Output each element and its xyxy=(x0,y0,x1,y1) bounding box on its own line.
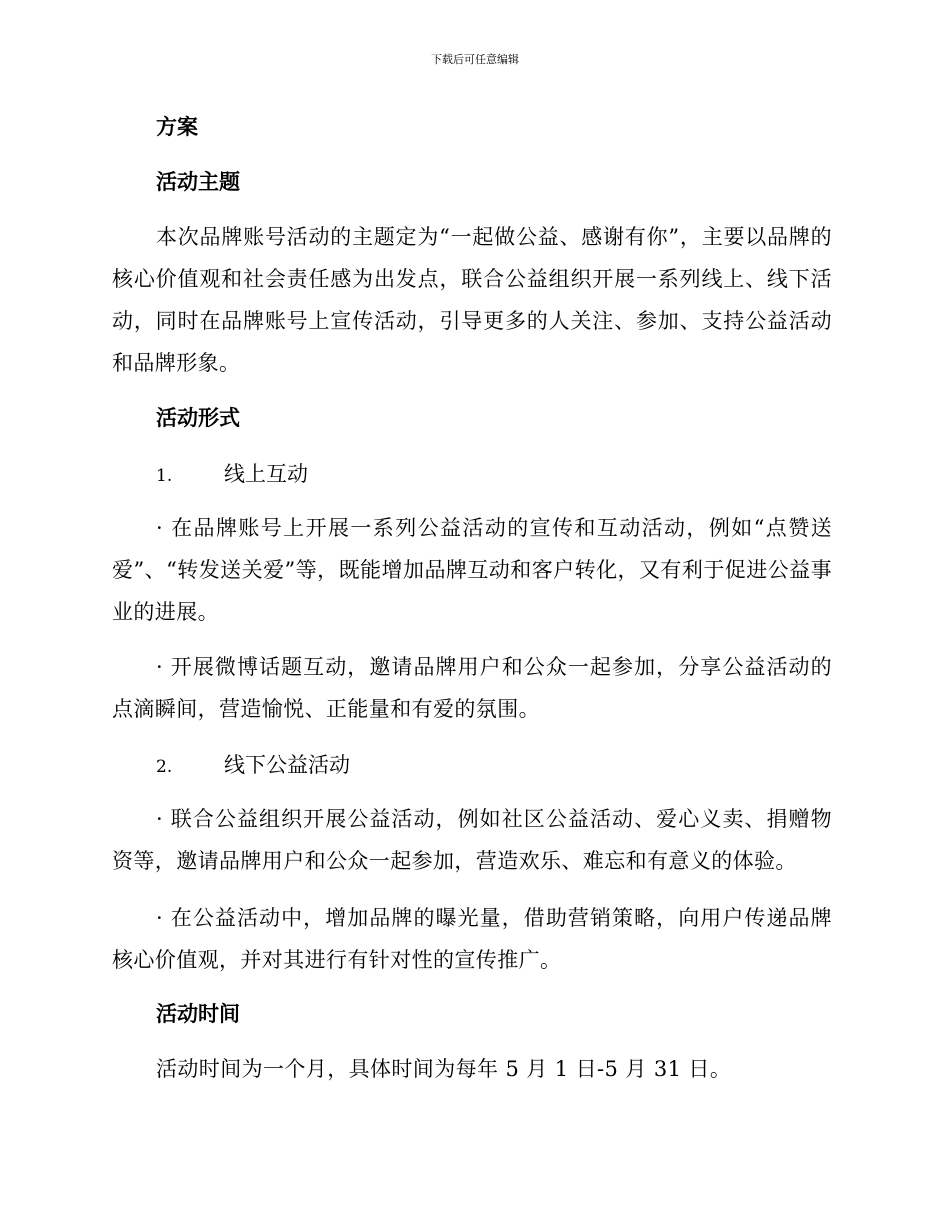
list-item-online xyxy=(156,460,308,490)
section-heading-time: 活动时间 xyxy=(156,1001,240,1026)
list-item-label: 线下公益活动 xyxy=(224,753,350,777)
theme-paragraph: 本次品牌账号活动的主题定为“一起做公益、感谢有你”，主要以品牌的核心价值观和社会责任感为出发点，联合公益组织开展一系列线上、线下活动，同时在品牌账号上宣传活动，引导更多的人关注、参加、支持公益活动和品牌形象。 xyxy=(112,225,832,375)
list-item-label: 线上互动 xyxy=(224,462,308,486)
online-bullet-2: · 开展微博话题互动，邀请品牌用户和公众一起参加，分享公益活动的点滴瞬间，营造愉悦、正能量和有爱的氛围。 xyxy=(112,655,832,721)
online-bullet-1: · 在品牌账号上开展一系列公益活动的宣传和互动活动，例如“点赞送爱”、“转发送关爱”等，既能增加品牌互动和客户转化，又有利于促进公益事业的进展。 xyxy=(112,516,832,624)
section-heading-format: 活动形式 xyxy=(156,405,240,430)
list-item-number: 2. xyxy=(156,757,173,777)
document-title: 方案 xyxy=(156,114,198,139)
offline-bullet-1: · 联合公益组织开展公益活动，例如社区公益活动、爱心义卖、捐赠物资等，邀请品牌用户和公众一起参加，营造欢乐、难忘和有意义的体验。 xyxy=(112,807,832,873)
section-heading-theme: 活动主题 xyxy=(156,169,240,194)
list-item-offline xyxy=(156,751,350,781)
offline-bullet-2: · 在公益活动中，增加品牌的曝光量，借助营销策略，向用户传递品牌核心价值观，并对其进行有针对性的宣传推广。 xyxy=(112,906,832,972)
page-header-note: 下载后可任意编辑 xyxy=(431,53,519,66)
time-paragraph: 活动时间为一个月，具体时间为每年 5 月 1 日-5 月 31 日。 xyxy=(156,1057,732,1081)
list-item-number: 1. xyxy=(156,466,173,486)
